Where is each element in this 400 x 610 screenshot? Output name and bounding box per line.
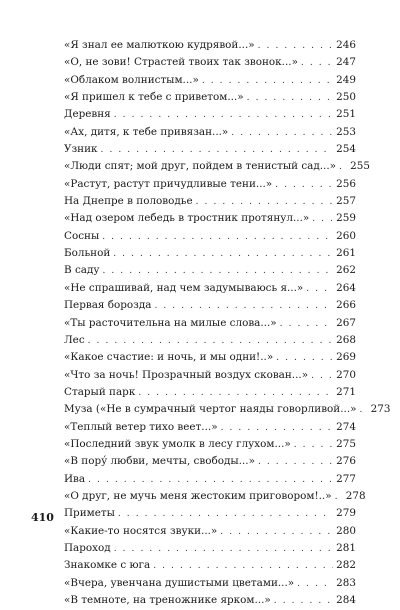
toc-entry-title: На Днепре в половодье [64,195,193,208]
toc-entry-page: 247 [336,56,356,69]
dot-leader [275,177,333,194]
toc-entry-title: «О, не зови! Страстей твоих так звонок...» [64,56,298,69]
dot-leader [88,333,333,350]
dot-leader [154,298,333,315]
toc-entry-page: 246 [336,39,356,51]
dot-leader [360,402,368,419]
dot-leader [102,263,333,280]
dot-leader [274,593,333,610]
toc-entry-page: 256 [336,177,356,190]
toc-entry [64,297,356,314]
toc-entry [64,72,356,89]
toc-entry-title: Первая борозда [64,299,152,312]
toc-entry-page: 251 [336,108,356,121]
toc-entry-title: «Растут, растут причудливые тени...» [64,177,273,190]
toc-entry-title: «Я пришел к тебе с приветом...» [64,91,244,104]
toc-entry-page: 284 [336,594,356,606]
dot-leader [247,90,333,107]
toc-entry-title: Сосны [64,229,100,242]
toc-entry-title: «Облаком волнистым...» [64,73,199,86]
toc-entry-title: «Теплый ветер тихо веет...» [64,420,218,433]
dot-leader [220,524,333,541]
dot-leader [311,368,333,385]
toc-entry-page: 264 [336,281,356,294]
toc-entry-title: Муза («Не в сумрачный чертог наяды говорливой...» [64,403,357,416]
toc-entry-title: «Что за ночь! Прозрачный воздух скован...» [64,368,309,381]
toc-entry [64,106,356,123]
toc-entry-title: «Вчера, увенчана душистыми цветами...» [64,576,295,589]
toc-entry-page: 253 [336,125,356,138]
dot-leader [294,437,333,454]
toc-entry-title: «Над озером лебедь в тростник протянул...» [64,212,310,225]
toc-entry-title: «Последний звук умолк в лесу глухом...» [64,437,291,450]
toc-entry-title: «Какое счастие: и ночь, и мы одни!..» [64,351,274,364]
toc-entry [64,54,356,71]
toc-entry-page: 267 [336,316,356,329]
toc-entry [64,349,356,366]
toc-entry-title: Узник [64,143,98,156]
toc-entry [64,384,356,401]
toc-entry [64,245,356,262]
toc-entry-title: Приметы [64,507,115,520]
toc-entry [64,37,356,54]
toc-entry [64,315,356,332]
toc-entry-title: В саду [64,264,100,277]
dot-leader [258,38,333,55]
dot-leader [202,73,333,90]
toc-entry [64,210,356,227]
toc-entry-page: 278 [345,489,366,502]
toc-entry [64,419,356,436]
toc-entry-title: «В темноте, на треножнике ярком...» [64,594,271,606]
toc-entry-title: «Какие-то носятся звуки...» [64,524,218,537]
dot-leader [113,246,333,263]
toc-entry-page: 250 [336,91,356,104]
toc-entry [64,280,356,297]
toc-entry-title: Деревня [64,108,111,121]
dot-leader [335,489,343,506]
dot-leader [306,281,333,298]
toc-entry-title: «О друг, не мучь меня жестоким приговором!..» [64,489,332,502]
dot-leader [88,472,333,489]
toc-entry [64,124,356,141]
toc-entry-title: Лес [64,333,85,346]
toc-entry [64,540,356,557]
toc-entry [64,262,356,279]
toc-entry-page: 255 [350,160,371,173]
dot-leader [196,194,333,211]
toc-entry [64,176,356,193]
dot-leader [101,142,333,159]
toc-entry-page: 269 [336,351,356,364]
toc-entry-title: Знакомке с юга [64,559,151,572]
toc-entry-title: «В пору́ любви, мечты, свободы...» [64,455,255,468]
toc-entry-page: 261 [336,247,356,260]
toc-entry-page: 266 [336,299,356,312]
dot-leader [114,541,333,558]
toc-entry [64,575,356,592]
toc-entry [64,505,356,522]
table-of-contents [64,37,391,609]
toc-entry-title: Ива [64,472,86,485]
toc-entry-page: 282 [336,559,356,572]
toc-entry-page: 254 [336,143,356,156]
toc-entry [64,453,356,470]
toc-entry-page: 262 [336,264,356,277]
toc-entry [64,471,356,488]
toc-entry [64,367,356,384]
toc-entry-title: Пароход [64,541,111,554]
toc-entry [64,158,371,175]
toc-entry-title: Старый парк [64,385,136,398]
toc-entry [64,436,356,453]
toc-entry [64,401,391,418]
toc-entry-page: 257 [336,195,356,208]
toc-entry-page: 276 [336,455,356,468]
toc-entry-title: «Ах, дитя, к тебе привязан...» [64,125,229,138]
toc-entry [64,523,356,540]
toc-entry-page: 249 [336,73,356,86]
toc-entry-title: «Люди спят; мой друг, пойдем в тенистый сад...» [64,160,337,173]
toc-entry [64,488,366,505]
toc-entry [64,592,356,609]
dot-leader [118,506,333,523]
toc-entry-page: 273 [370,403,391,416]
toc-entry-page: 271 [336,385,356,398]
dot-leader [301,55,333,72]
toc-entry [64,228,356,245]
toc-entry-title: «Ты расточительна на милые слова...» [64,316,277,329]
toc-entry-title: Больной [64,247,111,260]
dot-leader [280,316,333,333]
toc-entry-page: 283 [336,576,356,589]
dot-leader [258,454,333,471]
toc-entry-title: «Я знал ее малюткою кудрявой...» [64,39,255,51]
toc-entry-title: «Не спрашивай, над чем задумываюсь я...» [64,281,304,294]
dot-leader [138,385,333,402]
dot-leader [102,229,333,246]
toc-entry-page: 270 [336,368,356,381]
dot-leader [221,420,333,437]
toc-entry-page: 279 [336,507,356,520]
toc-entry [64,193,356,210]
toc-entry [64,332,356,349]
dot-leader [276,350,333,367]
toc-entry [64,89,356,106]
toc-entry-page: 274 [336,420,356,433]
dot-leader [114,107,333,124]
toc-entry-page: 280 [336,524,356,537]
toc-entry-page: 268 [336,333,356,346]
toc-entry-page: 260 [336,229,356,242]
toc-entry [64,141,356,158]
dot-leader [153,558,333,575]
toc-entry [64,557,356,574]
page-number: 410 [31,511,54,524]
dot-leader [312,211,333,228]
toc-entry-page: 281 [336,541,356,554]
dot-leader [339,159,347,176]
dot-leader [231,125,333,142]
toc-entry-page: 275 [336,437,356,450]
toc-entry-page: 277 [336,472,356,485]
dot-leader [297,576,333,593]
toc-entry-page: 259 [336,212,356,225]
